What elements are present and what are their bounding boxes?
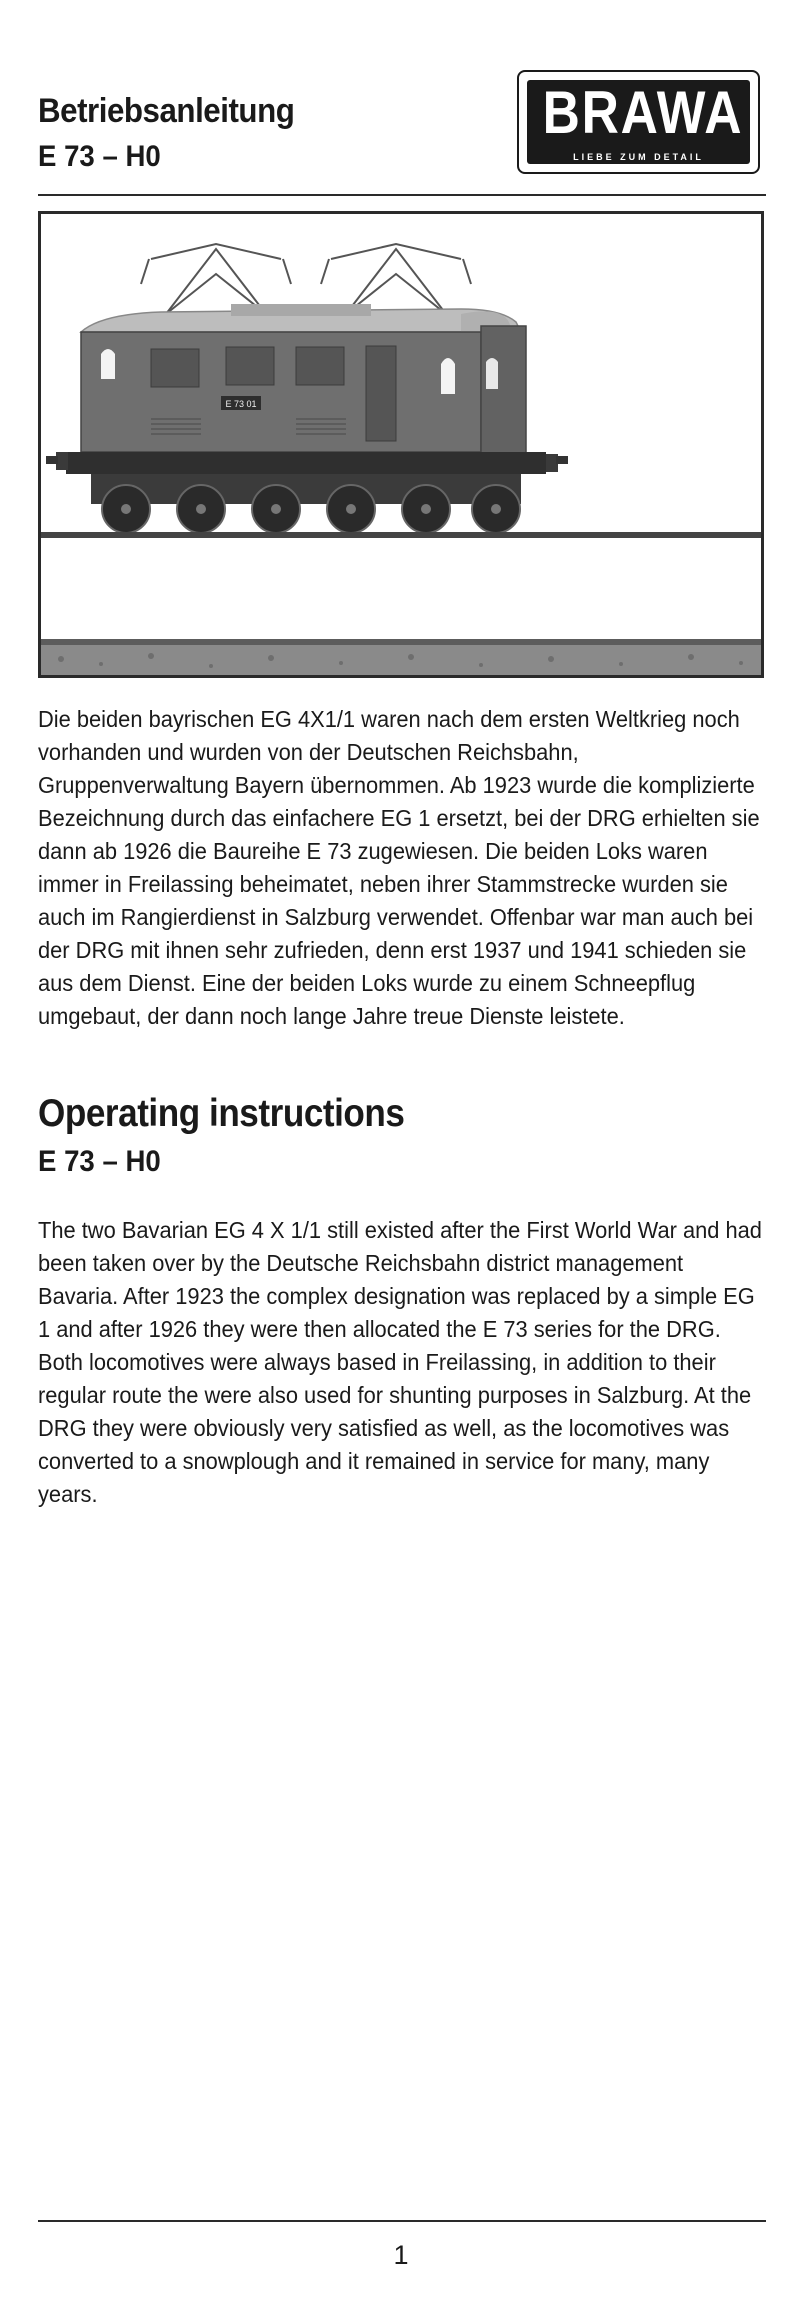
header-divider xyxy=(38,194,766,196)
locomotive-photo xyxy=(38,211,764,678)
page-number: 1 xyxy=(393,2240,409,2270)
footer-divider xyxy=(38,2220,766,2222)
english-description: The two Bavarian EG 4 X 1/1 still existed after the First World War and had been taken over by the Deutsche Reichsbahn district management Bavaria. After 1923 the complex designation was replaced by a simple EG 1 and after 1926 they were then allocated the E 73 series for the DRG. Both locomotives were always based in Freilassing, in addition to their regular route the were also used for shunting purposes in Salzburg. At the DRG they were obviously very satisfied as well, as the locomotives was converted to a snowplough and it remained in service for many, many years. xyxy=(38,1217,762,1507)
page-title: Betriebsanleitung xyxy=(38,92,295,130)
brawa-logo xyxy=(517,70,760,174)
logo-wordmark: BRAWA xyxy=(542,79,744,146)
logo-tagline: LIEBE ZUM DETAIL xyxy=(573,152,704,162)
german-description: Die beiden bayrischen EG 4X1/1 waren nach dem ersten Weltkrieg noch vorhanden und wurden von der Deutschen Reichsbahn, Gruppenverwaltung Bayern übernommen. Ab 1923 wurde die komplizierte Bezeichnung durch das einfachere EG 1 ersetzt, bei der DRG erhielten sie dann ab 1926 die Baureihe E 73 zugewiesen. Die beiden Loks waren immer in Freilassing beheimatet, neben ihrer Stammstrecke wurden sie auch im Rangierdienst in Salzburg verwendet. Offenbar war man auch bei der DRG mit ihnen sehr zufrieden, denn erst 1937 und 1941 schieden sie aus dem Dienst. Eine der beiden Loks wurde zu einem Schneepflug umgebaut, der dann noch lange Jahre treue Dienste leistete. xyxy=(38,706,760,1029)
loco-number-plate: E 73 01 xyxy=(225,399,257,409)
page-subtitle: E 73 – H0 xyxy=(38,140,161,173)
section-subtitle: E 73 – H0 xyxy=(38,1145,161,1178)
section-title-operating-instructions: Operating instructions xyxy=(38,1092,405,1135)
